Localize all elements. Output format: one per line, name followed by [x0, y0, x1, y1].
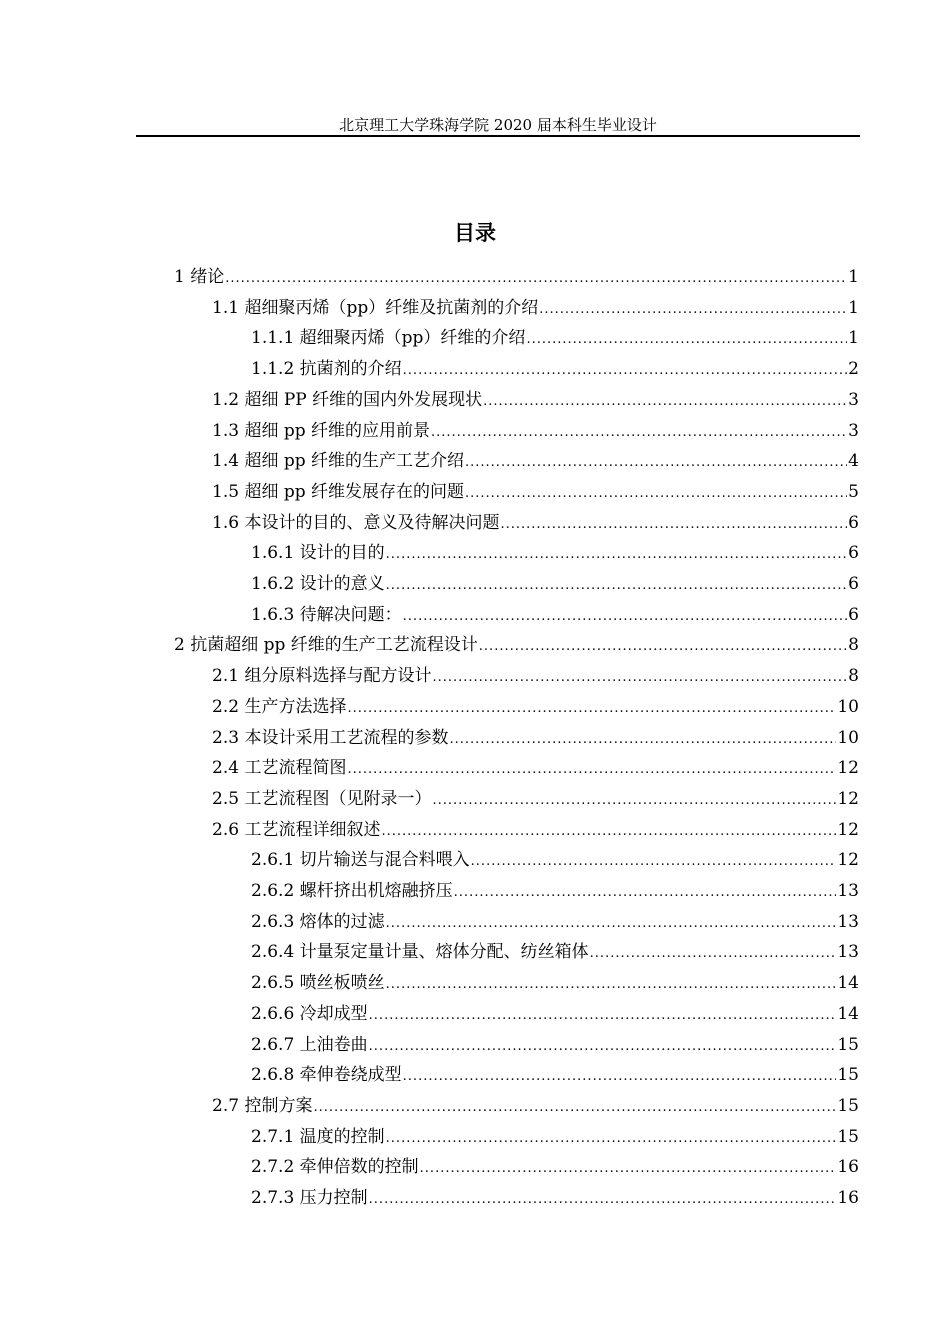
toc-entry-page: 13 [837, 942, 859, 963]
toc-entry-label: 2.6.5 喷丝板喷丝 [251, 973, 385, 994]
toc-entry[interactable] [212, 446, 859, 476]
toc-entry-label: 2.7.3 压力控制 [251, 1188, 368, 1208]
toc-entry[interactable] [174, 630, 859, 660]
toc-entry[interactable] [212, 508, 859, 538]
toc-leader-dots [386, 571, 848, 601]
toc-entry-label: 1.6 本设计的目的、意义及待解决问题 [212, 512, 500, 533]
toc-entry[interactable] [251, 569, 859, 599]
toc-entry-page: 1 [848, 328, 859, 349]
toc-entry-page: 8 [848, 635, 859, 656]
toc-entry-page: 14 [837, 973, 859, 994]
toc-entry-label: 2.6 工艺流程详细叙述 [212, 819, 381, 840]
toc-entry-page: 14 [837, 1003, 859, 1024]
toc-entry-page: 16 [837, 1157, 859, 1178]
toc-entry-label: 2.7.2 牵伸倍数的控制 [251, 1157, 419, 1178]
toc-entry-label: 2.7 控制方案 [212, 1095, 313, 1116]
toc-entry-page: 6 [848, 574, 859, 594]
toc-entry-page: 2 [848, 359, 859, 380]
toc-entry[interactable] [251, 323, 859, 353]
toc-entry-label: 1.1.1 超细聚丙烯（pp）纤维的介绍 [251, 328, 526, 349]
toc-entry-page: 16 [837, 1188, 859, 1208]
toc-entry-label: 1 绪论 [174, 267, 225, 287]
toc-leader-dots [483, 387, 847, 417]
toc-leader-dots [465, 448, 847, 478]
toc-entry-label: 2.1 组分原料选择与配方设计 [212, 666, 432, 687]
toc-entry[interactable] [251, 937, 859, 967]
toc-entry[interactable] [251, 1122, 859, 1152]
toc-leader-dots [403, 1062, 837, 1092]
toc-entry-label: 1.6.2 设计的意义 [251, 574, 385, 594]
toc-entry[interactable] [212, 661, 859, 691]
toc-entry-label: 1.6.3 待解决问题： [251, 604, 402, 625]
toc-leader-dots [454, 878, 837, 908]
toc-entry[interactable] [251, 907, 859, 937]
toc-entry-label: 2 抗菌超细 pp 纤维的生产工艺流程设计 [174, 635, 478, 656]
toc-leader-dots [369, 1001, 837, 1031]
toc-entry[interactable] [212, 293, 859, 323]
toc-entry-page: 5 [848, 481, 859, 502]
toc-entry[interactable] [251, 968, 859, 998]
toc-entry[interactable] [251, 1152, 859, 1182]
toc-leader-dots [403, 356, 848, 386]
toc-entry-label: 2.3 本设计采用工艺流程的参数 [212, 727, 449, 748]
toc-entry-page: 6 [848, 512, 859, 533]
toc-leader-dots [381, 817, 836, 847]
toc-entry-page: 6 [848, 543, 859, 564]
toc-entry[interactable] [212, 692, 859, 722]
toc-entry[interactable] [251, 999, 859, 1029]
toc-entry[interactable] [251, 1060, 859, 1090]
toc-entry-page: 1 [848, 297, 859, 318]
toc-entry-page: 8 [848, 666, 859, 687]
toc-leader-dots [479, 632, 847, 662]
toc-entry-page: 15 [837, 1034, 859, 1055]
toc-entry-page: 12 [837, 758, 859, 779]
toc-entry-page: 3 [848, 389, 859, 410]
toc-leader-dots [347, 755, 836, 785]
toc-leader-dots [386, 1124, 837, 1154]
toc-leader-dots [386, 540, 848, 570]
toc-leader-dots [432, 663, 847, 693]
toc-entry-label: 2.6.7 上油卷曲 [251, 1034, 368, 1055]
toc-leader-dots [403, 602, 848, 632]
toc-entry[interactable] [251, 1030, 859, 1060]
toc-entry[interactable] [212, 753, 859, 783]
toc-leader-dots [369, 1185, 837, 1215]
toc-leader-dots [465, 479, 847, 509]
toc-entry-page: 10 [837, 727, 859, 748]
toc-entry[interactable] [212, 815, 859, 845]
toc-leader-dots [500, 510, 847, 540]
toc-entry-page: 12 [837, 850, 859, 871]
toc-entry-label: 1.5 超细 pp 纤维发展存在的问题 [212, 481, 465, 502]
toc-entry[interactable] [212, 385, 859, 415]
page-header: 北京理工大学珠海学院 2020 届本科生毕业设计 [339, 116, 657, 134]
toc-entry-page: 13 [837, 911, 859, 932]
toc-leader-dots [369, 1032, 837, 1062]
toc-leader-dots [526, 325, 847, 355]
toc-leader-dots [539, 295, 847, 325]
toc-leader-dots [386, 970, 837, 1000]
toc-leader-dots [431, 418, 847, 448]
toc-leader-dots [386, 909, 837, 939]
toc-entry[interactable] [251, 876, 859, 906]
toc-entry[interactable] [251, 538, 859, 568]
toc-entry-label: 1.2 超细 PP 纤维的国内外发展现状 [212, 389, 483, 410]
toc-entry-label: 2.6.4 计量泵定量计量、熔体分配、纺丝箱体 [251, 942, 589, 963]
toc-leader-dots [420, 1154, 837, 1184]
toc-entry-label: 1.6.1 设计的目的 [251, 543, 385, 564]
toc-entry-label: 1.1 超细聚丙烯（pp）纤维及抗菌剂的介绍 [212, 297, 539, 318]
toc-entry-page: 15 [837, 1126, 859, 1147]
toc-entry-page: 10 [837, 696, 859, 717]
toc-entry-page: 3 [848, 420, 859, 441]
toc-leader-dots [313, 1093, 836, 1123]
toc-leader-dots [449, 725, 836, 755]
toc-leader-dots [590, 939, 837, 969]
toc-entry-label: 1.3 超细 pp 纤维的应用前景 [212, 420, 431, 441]
toc-entry[interactable] [212, 1091, 859, 1121]
toc-entry-page: 12 [837, 788, 859, 809]
toc-title: 目录 [454, 221, 496, 245]
toc-entry-page: 12 [837, 819, 859, 840]
toc-entry[interactable] [212, 477, 859, 507]
toc-entry[interactable] [212, 416, 859, 446]
toc-leader-dots [347, 694, 836, 724]
toc-leader-dots [225, 264, 847, 294]
toc-entry-label: 2.6.6 冷却成型 [251, 1003, 368, 1024]
toc-entry[interactable] [251, 845, 859, 875]
header-divider [136, 135, 860, 137]
toc-entry-page: 13 [837, 881, 859, 901]
toc-entry-label: 2.2 生产方法选择 [212, 696, 347, 717]
toc-entry[interactable] [212, 784, 859, 814]
toc-entry-page: 15 [837, 1065, 859, 1086]
toc-entry-page: 1 [848, 267, 859, 287]
toc-entry-page: 6 [848, 604, 859, 625]
toc-entry[interactable] [251, 600, 859, 630]
toc-entry-label: 1.4 超细 pp 纤维的生产工艺介绍 [212, 451, 465, 472]
toc-leader-dots [471, 847, 837, 877]
toc-entry-label: 2.6.8 牵伸卷绕成型 [251, 1065, 402, 1086]
toc-entry-label: 2.7.1 温度的控制 [251, 1126, 385, 1147]
toc-entry-label: 2.6.2 螺杆挤出机熔融挤压 [251, 881, 453, 901]
toc-entry[interactable] [251, 354, 859, 384]
toc-entry-page: 15 [837, 1095, 859, 1116]
toc-entry[interactable] [251, 1183, 859, 1213]
toc-entry-label: 2.5 工艺流程图（见附录一） [212, 788, 432, 809]
toc-entry-page: 4 [848, 451, 859, 472]
toc-entry-label: 2.4 工艺流程简图 [212, 758, 347, 779]
toc-leader-dots [432, 786, 836, 816]
toc-entry-label: 1.1.2 抗菌剂的介绍 [251, 359, 402, 380]
toc-entry-label: 2.6.1 切片输送与混合料喂入 [251, 850, 470, 871]
toc-entry-label: 2.6.3 熔体的过滤 [251, 911, 385, 932]
toc-entry[interactable] [212, 723, 859, 753]
toc-entry[interactable] [174, 262, 859, 292]
